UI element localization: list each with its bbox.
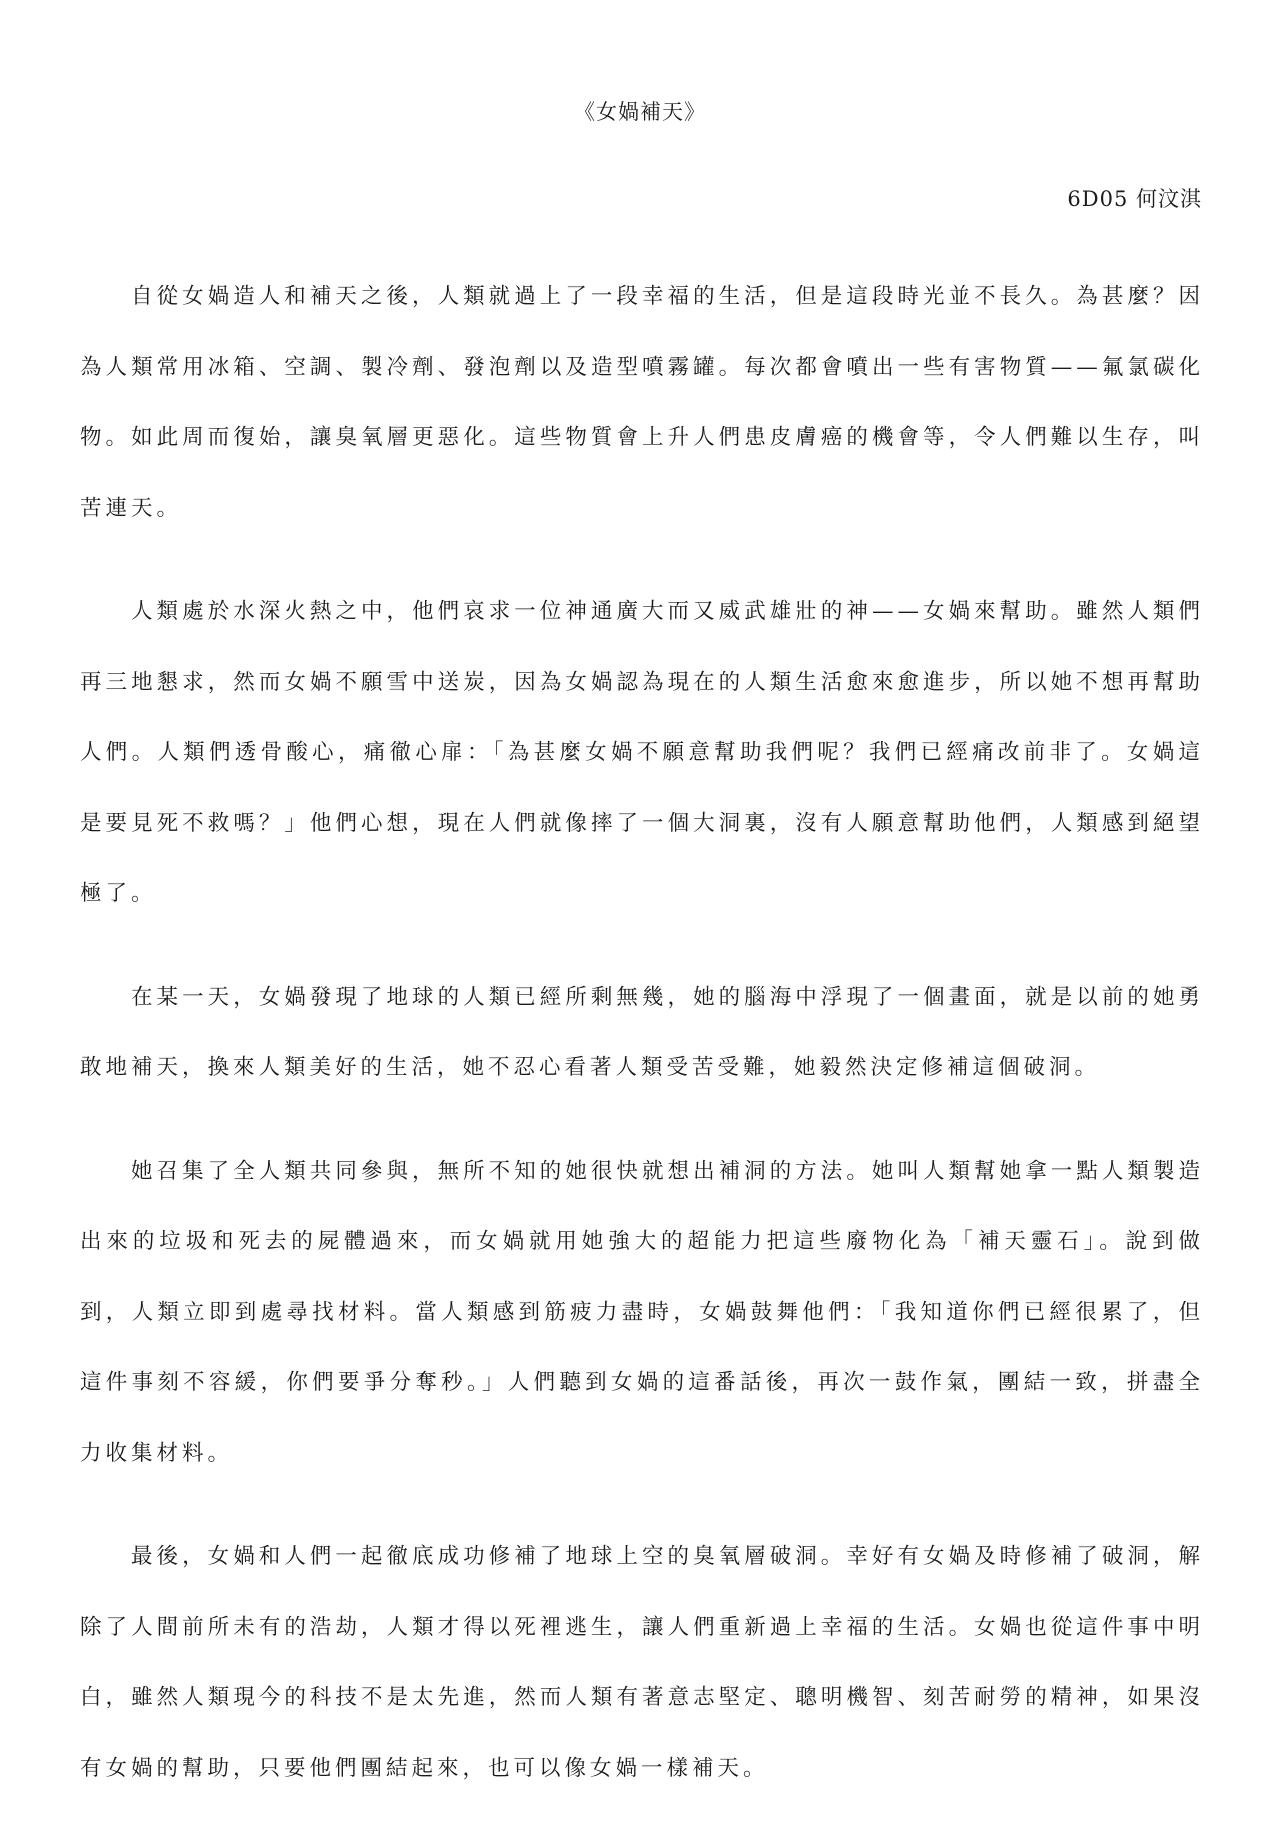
paragraph-4: 她召集了全人類共同參與，無所不知的她很快就想出補洞的方法。她叫人類幫她拿一點人類製造出來的垃圾和死去的屍體過來，而女媧就用她強大的超能力把這些廢物化為「補天靈石」。說到做到，人類立即到處尋找材料。當人類感到筋疲力盡時，女媧鼓舞他們：「我知道你們已經很累了，但這件事刻不容緩，你們要爭分奪秒。」人們聽到女媧的這番話後，再次一鼓作氣，團結一致，拼盡全力收集材料。 [80, 1158, 1204, 1466]
paragraph-5: 最後，女媧和人們一起徹底成功修補了地球上空的臭氧層破洞。幸好有女媧及時修補了破洞，解除了人間前所未有的浩劫，人類才得以死裡逃生，讓人們重新過上幸福的生活。女媧也從這件事中明白，雖然人類現今的科技不是太先進，然而人類有著意志堅定、聰明機智、刻苦耐勞的精神，如果沒有女媧的幫助，只要他們團結起來，也可以像女媧一樣補天。 [80, 1544, 1204, 1781]
author-line: 6D05 何汶淇 [1067, 187, 1202, 211]
paragraph-2: 人類處於水深火熱之中，他們哀求一位神通廣大而又威武雄壯的神——女媧來幫助。雖然人類們再三地懇求，然而女媧不願雪中送炭，因為女媧認為現在的人類生活愈來愈進步，所以她不想再幫助人們。人類們透骨酸心，痛徹心扉：「為甚麼女媧不願意幫助我們呢？我們已經痛改前非了。女媧這是要見死不救嗎？」他們心想，現在人們就像摔了一個大洞裏，沒有人願意幫助他們，人類感到絕望極了。 [80, 599, 1204, 906]
paragraph-1: 自從女媧造人和補天之後，人類就過上了一段幸福的生活，但是這段時光並不長久。為甚麼？因為人類常用冰箱、空調、製冷劑、發泡劑以及造型噴霧罐。每次都會噴出一些有害物質——氟氯碳化物。如此周而復始，讓臭氧層更惡化。這些物質會上升人們患皮膚癌的機會等，令人們難以生存，叫苦連天。 [80, 284, 1204, 521]
essay-body [80, 262, 1204, 1837]
paragraph-3: 在某一天，女媧發現了地球的人類已經所剩無幾，她的腦海中浮現了一個畫面，就是以前的她勇敢地補天，換來人類美好的生活，她不忍心看著人類受苦受難，她毅然決定修補這個破洞。 [80, 984, 1204, 1080]
document-title: 《女媧補天》 [574, 100, 706, 124]
